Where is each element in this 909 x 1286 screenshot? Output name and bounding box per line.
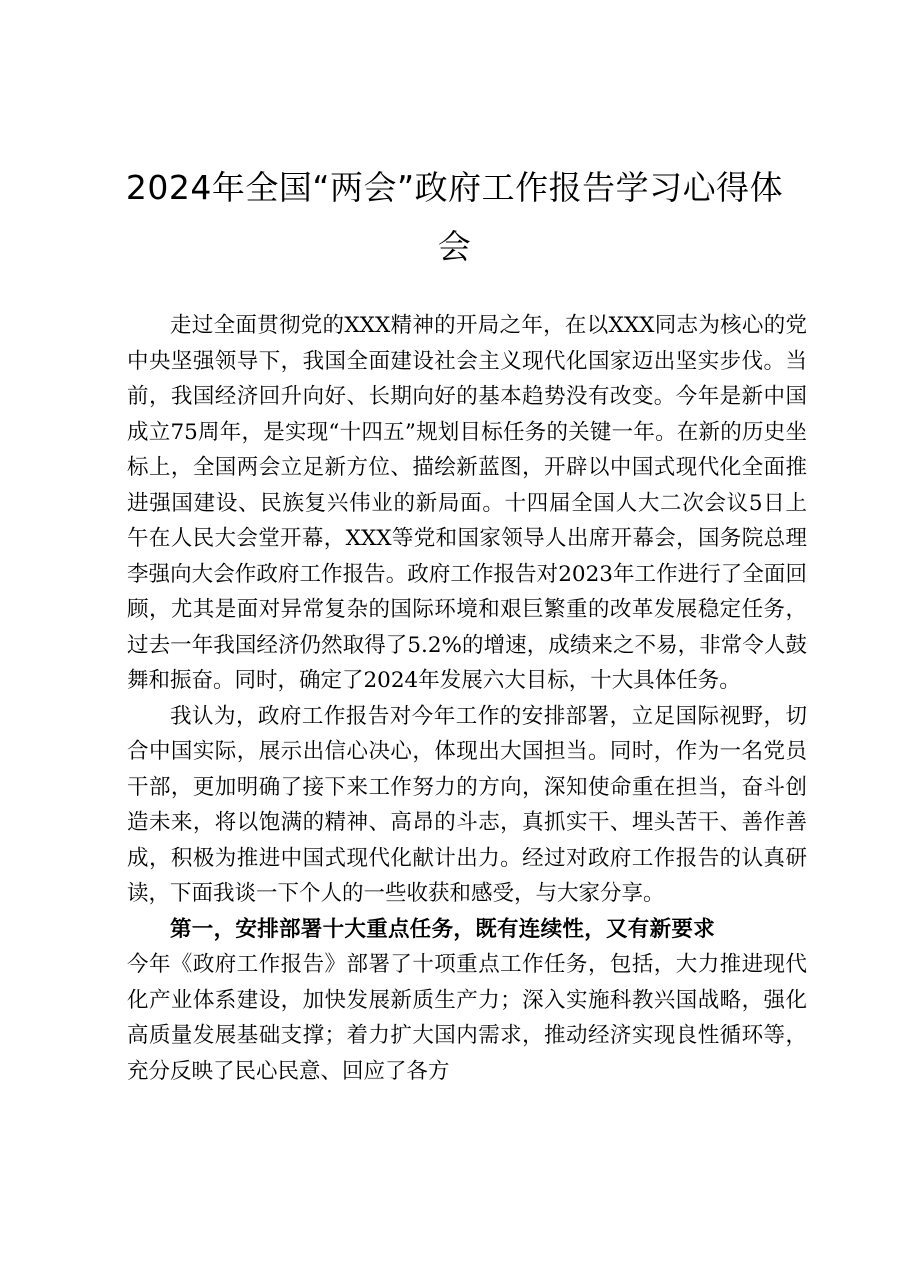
section-heading: 第一，安排部署十大重点任务，既有连续性，又有新要求 <box>170 916 716 942</box>
document-body <box>127 308 807 1089</box>
paragraph-intro: 走过全面贯彻党的XXX精神的开局之年，在以XXX同志为核心的党中央坚强领导下，我国全面建设社会主义现代化国家迈出坚实步伐。当前，我国经济回升向好、长期向好的基本趋势没有改变。今年是新中国成立75周年，是实现“十四五”规划目标任务的关键一年。在新的历史坐标上，全国两会立足新方位、描绘新蓝图，开辟以中国式现代化全面推进强国建设、民族复兴伟业的新局面。十四届全国人大二次会议5日上午在人民大会堂开幕，XXX等党和国家领导人出席开幕会，国务院总理李强向大会作政府工作报告。政府工作报告对2023年工作进行了全面回顾，尤其是面对异常复杂的国际环境和艰巨繁重的改革发展稳定任务，过去一年我国经济仍然取得了5.2%的增速，成绩来之不易，非常令人鼓舞和振奋。同时，确定了2024年发展六大目标，十大具体任务。 <box>127 313 807 693</box>
paragraph-opinion: 我认为，政府工作报告对今年工作的安排部署，立足国际视野，切合中国实际，展示出信心决心，体现出大国担当。同时，作为一名党员干部，更加明确了接下来工作努力的方向，深知使命重在担当，奋斗创造未来，将以饱满的精神、高昂的斗志，真抓实干、埋头苦干、善作善成，积极为推进中国式现代化献计出力。经过对政府工作报告的认真研读，下面我谈一下个人的一些收获和感受，与大家分享。 <box>127 703 807 906</box>
section-paragraph: 今年《政府工作报告》部署了十项重点工作任务，包括，大力推进现代化产业体系建设，加快发展新质生产力；深入实施科教兴国战略，强化高质量发展基础支撑；着力扩大国内需求，推动经济实现良性循环等，充分反映了民心民意、回应了各方 <box>127 952 807 1084</box>
document-title: 2024年全国“两会”政府工作报告学习心得体会 <box>125 168 784 266</box>
